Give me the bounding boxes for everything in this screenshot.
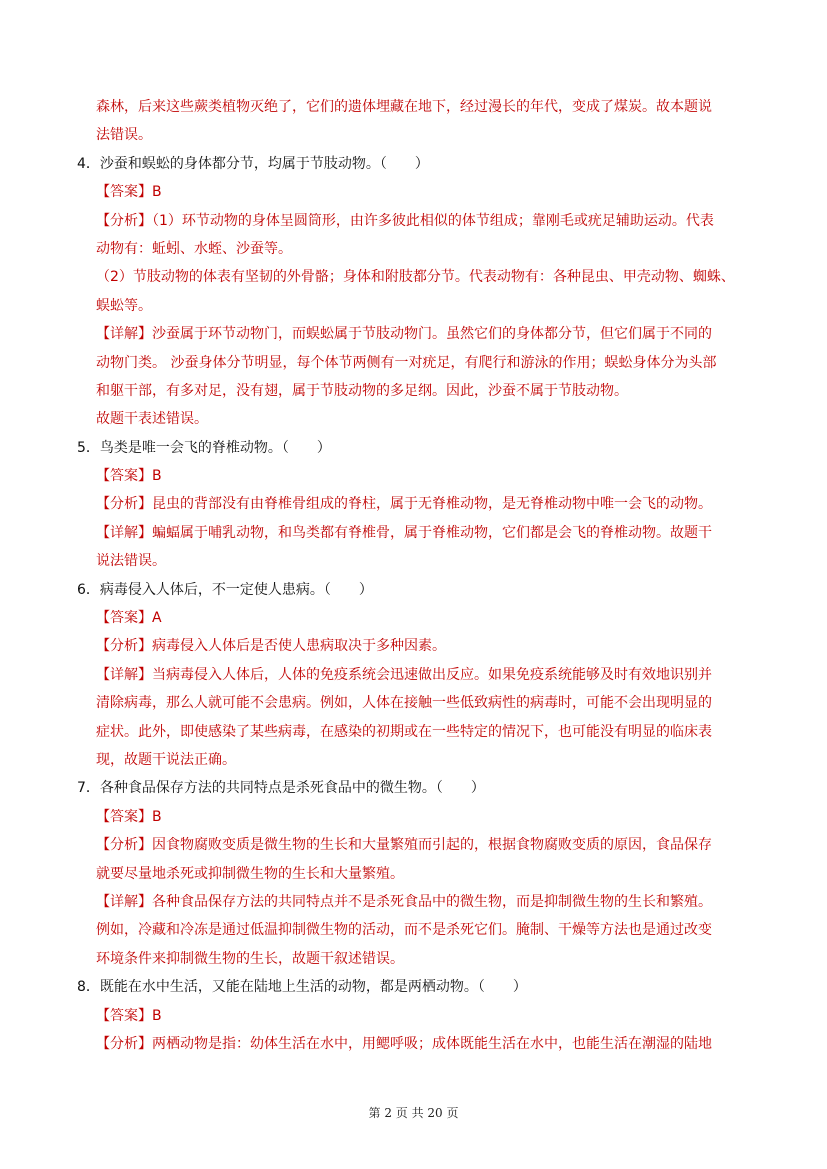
explanation-line: 动物门类。 沙蚕身体分节明显，每个体节两侧有一对疣足，有爬行和游泳的作用；蜈蚣身体分为头部 [96,354,717,371]
explanation-line: 【详解】当病毒侵入人体后，人体的免疫系统会迅速做出反应。如果免疫系统能够及时有效地识别并 [96,666,712,683]
explanation-line: 【详解】沙蚕属于环节动物门，而蜈蚣属于节肢动物门。虽然它们的身体都分节，但它们属于不同的 [96,326,712,343]
explanation-line: 蜈蚣等。 [96,297,152,314]
explanation-line: 故题干表述错误。 [96,411,208,428]
explanation-line: 森林，后来这些蕨类植物灭绝了，它们的遗体埋藏在地下，经过漫长的年代，变成了煤炭。故本题说 [96,99,712,115]
explanation-line: 环境条件来抑制微生物的生长，故题干叙述错误。 [96,950,404,967]
question-line: 4．沙蚕和蜈蚣的身体都分节，均属于节肢动物。（ ） [77,155,429,172]
explanation-line: 【分析】昆虫的背部没有由脊椎骨组成的脊柱，属于无脊椎动物，是无脊椎动物中唯一会飞的动物。 [96,496,712,513]
explanation-line: 症状。此外，即使感染了某些病毒，在感染的初期或在一些特定的情况下，也可能没有明显的临床表 [96,723,712,740]
question-line: 8．既能在水中生活，又能在陆地上生活的动物，都是两栖动物。（ ） [77,979,527,996]
explanation-line: （2）节肢动物的体表有坚韧的外骨骼；身体和附肢都分节。代表动物有：各种昆虫、甲壳动物、蜘蛛、 [96,269,735,286]
explanation-line: 【答案】B [96,1007,162,1024]
explanation-line: 清除病毒，那么人就可能不会患病。例如，人体在接触一些低致病性的病毒时，可能不会出现明显的 [96,695,712,712]
explanation-line: 【答案】B [96,184,162,201]
explanation-line: 动物有：蚯蚓、水蛭、沙蚕等。 [96,240,292,257]
question-line: 6．病毒侵入人体后，不一定使人患病。（ ） [77,581,373,598]
question-line: 7．各种食品保存方法的共同特点是杀死食品中的微生物。（ ） [77,780,485,797]
explanation-line: 和躯干部，有多对足，没有翅，属于节肢动物的多足纲。因此，沙蚕不属于节肢动物。 [96,382,628,399]
explanation-line: 例如，冷藏和冷冻是通过低温抑制微生物的活动，而不是杀死它们。腌制、干燥等方法也是通过改变 [96,922,712,939]
document-body [77,96,757,1061]
explanation-line: 【详解】蝙蝠属于哺乳动物，和鸟类都有脊椎骨，属于脊椎动物，它们都是会飞的脊椎动物。故题干 [96,524,712,541]
question-line: 5．鸟类是唯一会飞的脊椎动物。（ ） [77,439,331,456]
explanation-line: 【分析】病毒侵入人体后是否使人患病取决于多种因素。 [96,638,446,655]
explanation-line: 【分析】（1）环节动物的身体呈圆筒形，由许多彼此相似的体节组成；靠刚毛或疣足辅助运动。代表 [96,212,714,229]
explanation-line: 法错误。 [96,127,152,144]
explanation-line: 【答案】B [96,808,162,825]
explanation-line: 说法错误。 [96,553,166,570]
explanation-line: 【详解】各种食品保存方法的共同特点并不是杀死食品中的微生物，而是抑制微生物的生长和繁殖。 [96,893,712,910]
page-footer: 第 2 页 共 20 页 [368,1106,459,1120]
explanation-line: 【分析】因食物腐败变质是微生物的生长和大量繁殖而引起的，根据食物腐败变质的原因，食品保存 [96,837,712,854]
explanation-line: 现，故题干说法正确。 [96,751,236,768]
explanation-line: 就要尽量地杀死或抑制微生物的生长和大量繁殖。 [96,865,404,882]
explanation-line: 【分析】两栖动物是指：幼体生活在水中，用鳃呼吸；成体既能生活在水中，也能生活在潮湿的陆地 [96,1035,712,1052]
explanation-line: 【答案】A [96,610,162,627]
explanation-line: 【答案】B [96,468,162,485]
